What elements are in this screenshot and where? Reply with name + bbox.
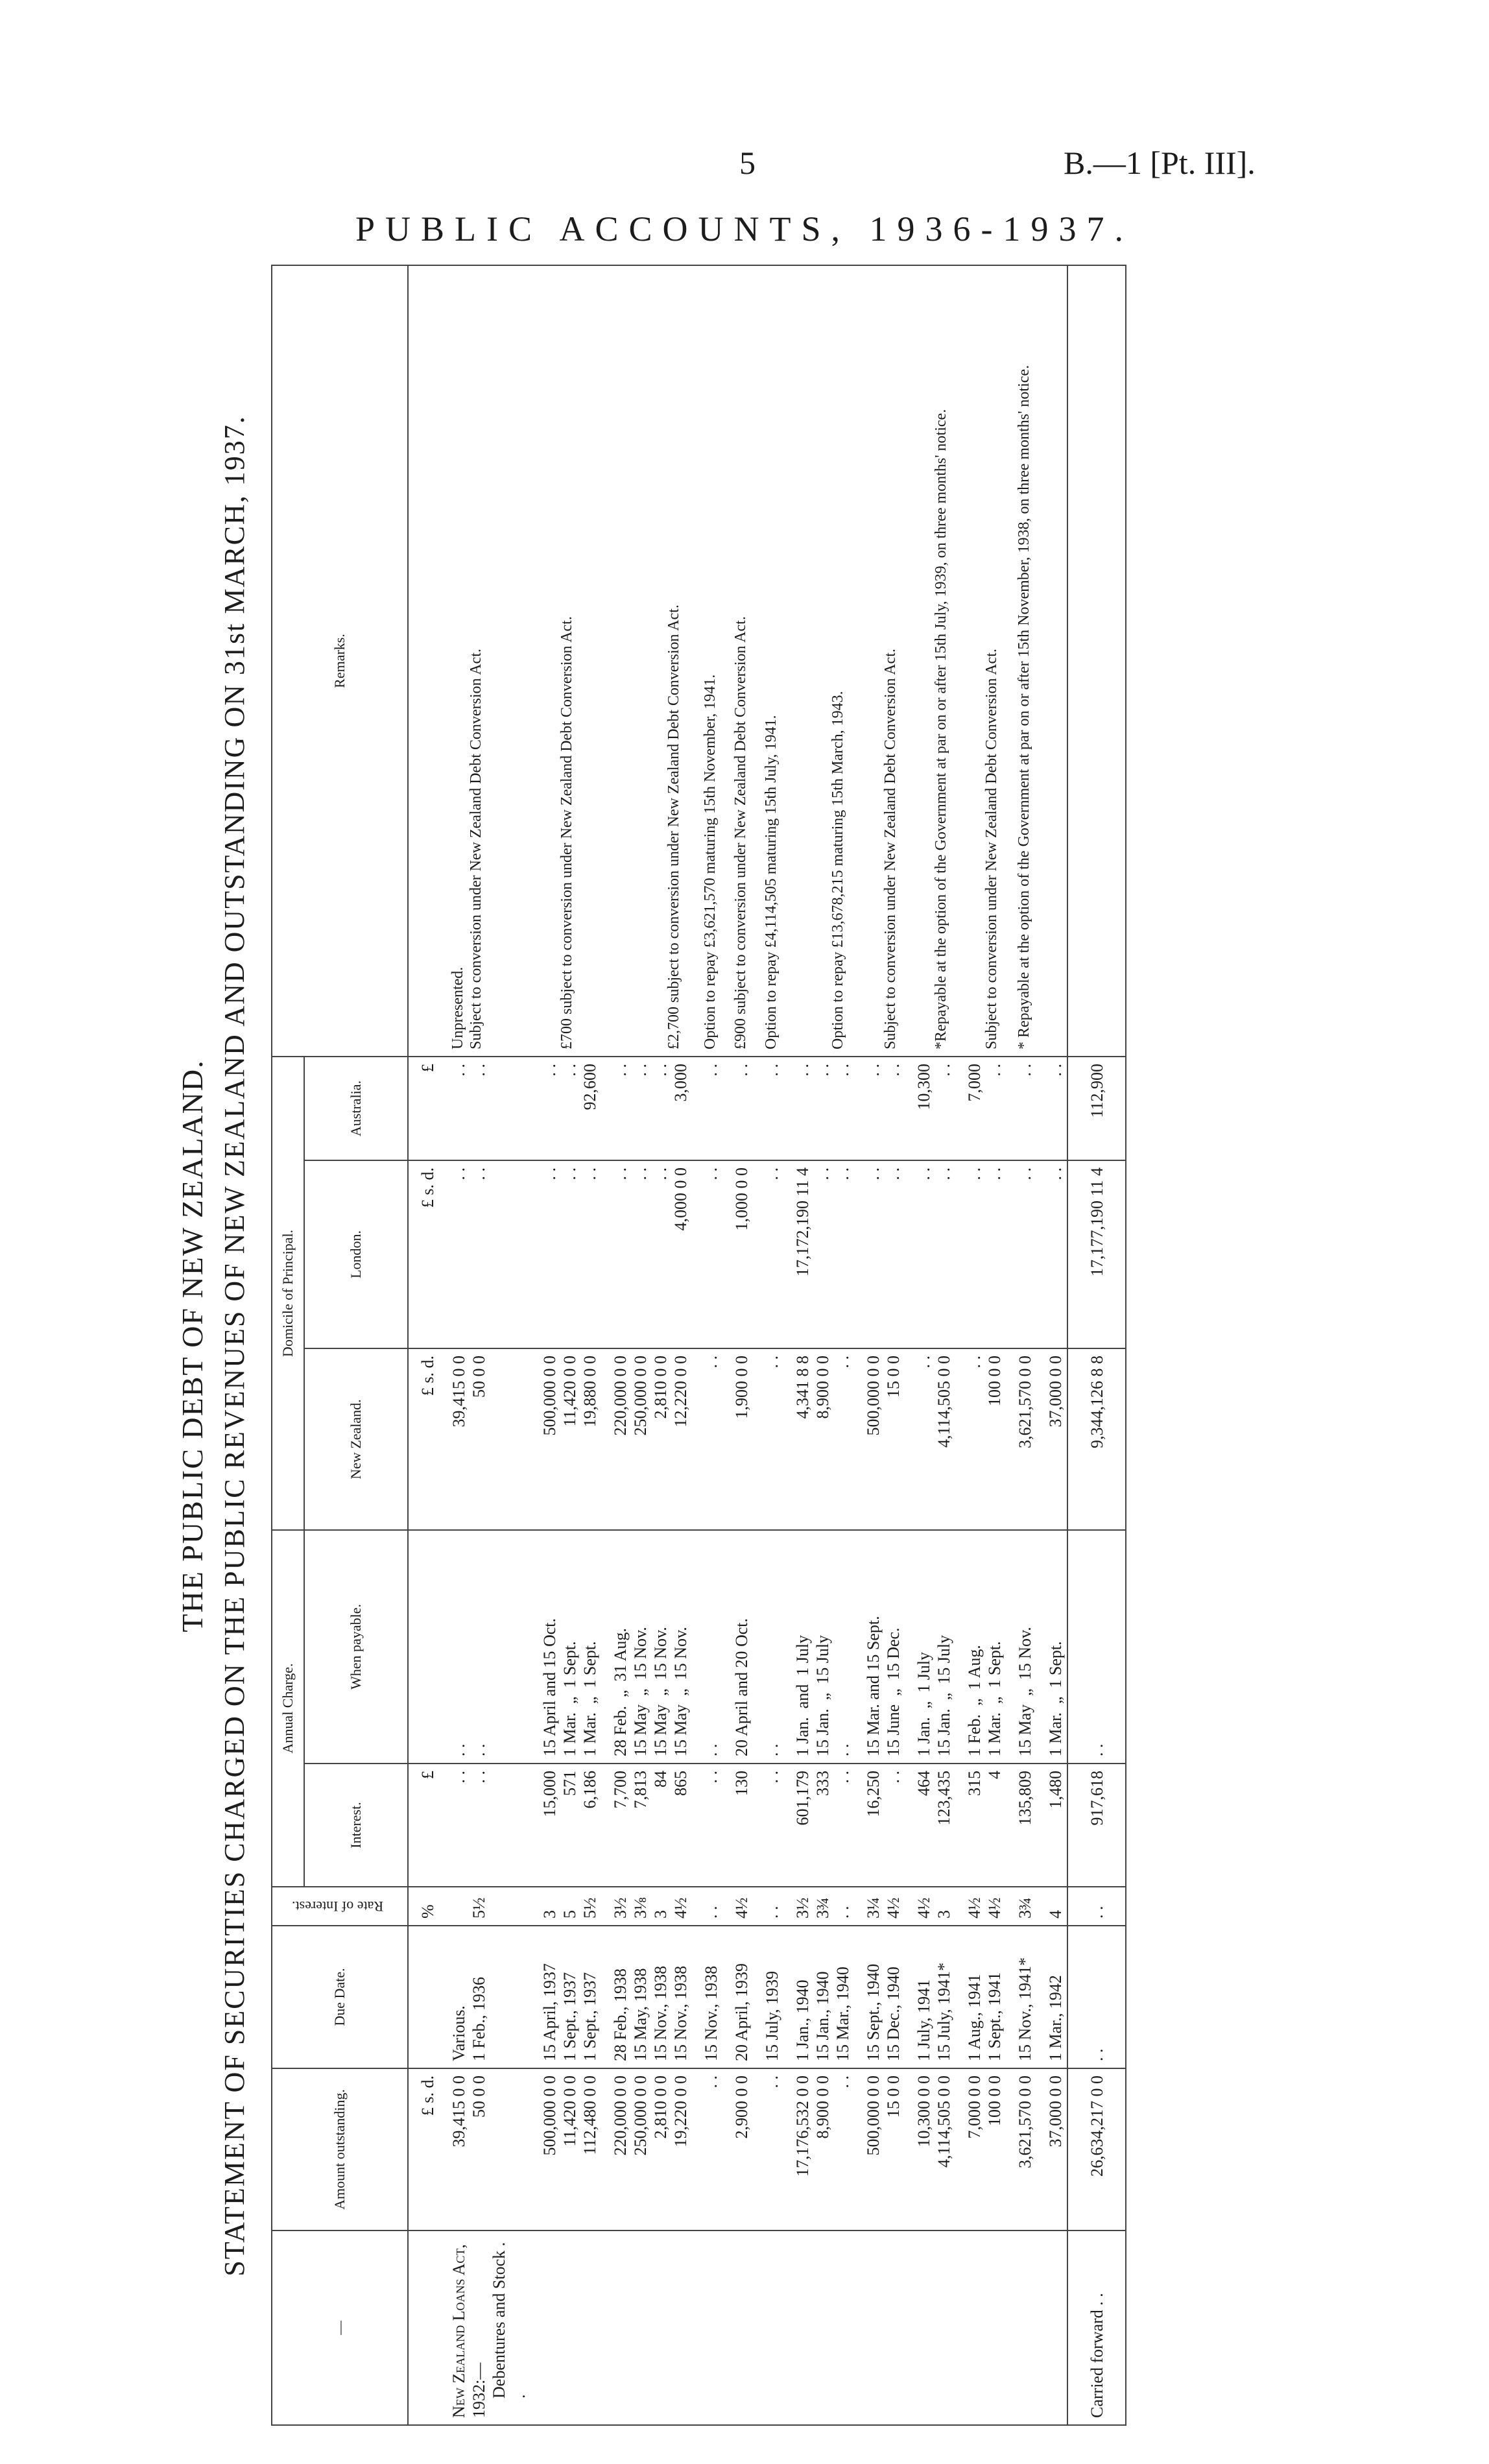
cell-london: . . [1006, 1160, 1036, 1348]
cell-amount: 7,000 0 0 100 0 0 [955, 2068, 1006, 2231]
cell-due: 15 Nov., 1941* [1006, 1926, 1036, 2068]
cell-australia: 7,000 . . [955, 1057, 1006, 1160]
cell-interest: 130 [722, 1764, 753, 1887]
row-description [753, 2231, 783, 2425]
units-cell-when [408, 1530, 440, 1764]
cell-amount: 220,000 0 0 250,000 0 0 2,810 0 0 19,220 0 0 [601, 2068, 692, 2231]
total-due: . . [1067, 1926, 1126, 2068]
row-description [1036, 2231, 1067, 2425]
cell-rate: 3¼ 4½ [854, 1887, 905, 1926]
total-amount: 26,634,217 0 0 [1067, 2068, 1126, 2231]
cell-australia: . . [722, 1057, 753, 1160]
cell-london: . . [753, 1160, 783, 1348]
cell-amount: 3,621,570 0 0 [1006, 2068, 1036, 2231]
cell-rate: 3 5 5½ [530, 1887, 601, 1926]
cell-amount: 500,000 0 0 11,420 0 0 112,480 0 0 [530, 2068, 601, 2231]
total-nz: 9,344,126 8 8 [1067, 1348, 1126, 1530]
cell-remarks: * Repayable at the option of the Government at par on or after 15th November, 1938, on three months' notice. [1006, 265, 1036, 1057]
cell-due: 15 Nov., 1938 [692, 1926, 722, 2068]
cell-interest: . . . . [440, 1764, 530, 1887]
cell-amount: 2,900 0 0 [722, 2068, 753, 2231]
cell-remarks: Subject to conversion under New Zealand Debt Conversion Act. [955, 265, 1006, 1057]
row-description [440, 2231, 530, 2425]
cell-when: 28 Feb. „ 31 Aug. 15 May „ 15 Nov. 15 May „ 15 Nov. 15 May „ 15 Nov. [601, 1530, 692, 1764]
units-cell-blank [408, 2231, 440, 2425]
cell-nz: . . [692, 1348, 722, 1530]
cell-london: 17,172,190 11 4 . . . . [783, 1160, 854, 1348]
cell-due: 20 April, 1939 [722, 1926, 753, 2068]
table-row [722, 265, 753, 2425]
cell-due: 15 Sept., 1940 15 Dec., 1940 [854, 1926, 905, 2068]
table-row [440, 265, 530, 2425]
doc-subtitle: STATEMENT OF SECURITIES CHARGED ON THE PUBLIC REVENUES OF NEW ZEALAND AND OUTSTANDING ON 31st MARCH, 1937. [219, 415, 250, 2277]
cell-australia: . . . . [440, 1057, 530, 1160]
cell-rate: . . [692, 1887, 722, 1926]
cell-nz: 220,000 0 0 250,000 0 0 2,810 0 0 12,220 0 0 [601, 1348, 692, 1530]
cell-due: 15 April, 1937 1 Sept., 1937 1 Sept., 1937 [530, 1926, 601, 2068]
cell-amount: 37,000 0 0 [1036, 2068, 1067, 2231]
cell-australia: . . . . . . 3,000 [601, 1057, 692, 1160]
cell-amount: 39,415 0 0 50 0 0 [440, 2068, 530, 2231]
col-head-when-payable: When payable. [304, 1530, 408, 1764]
cell-remarks: *Repayable at the option of the Government at par on or after 15th July, 1939, on three months' notice. [905, 265, 955, 1057]
cell-australia: 10,300 . . [905, 1057, 955, 1160]
row-description [601, 2231, 692, 2425]
row-description [1006, 2231, 1036, 2425]
cell-nz: 3,621,570 0 0 [1006, 1348, 1036, 1530]
cell-due: 1 Aug., 1941 1 Sept., 1941 [955, 1926, 1006, 2068]
cell-interest: 15,000 571 6,186 [530, 1764, 601, 1887]
cell-nz: 39,415 0 0 50 0 0 [440, 1348, 530, 1530]
table-row [1036, 265, 1067, 2425]
cell-interest: 1,480 [1036, 1764, 1067, 1887]
table-row [854, 265, 905, 2425]
cell-interest: . . [753, 1764, 783, 1887]
col-head-interest: Interest. [304, 1764, 408, 1887]
cell-rate: 4 [1036, 1887, 1067, 1926]
cell-amount: . . [692, 2068, 722, 2231]
table-row [905, 265, 955, 2425]
cell-remarks: Option to repay £3,621,570 maturing 15th November, 1941. [692, 265, 722, 1057]
row-description [783, 2231, 854, 2425]
cell-remarks: Unpresented. Subject to conversion under New Zealand Debt Conversion Act. [440, 265, 530, 1057]
units-cell-remarks [408, 265, 440, 1057]
row-description [955, 2231, 1006, 2425]
cell-rate: . . [753, 1887, 783, 1926]
col-head-annual-charge: Annual Charge. [272, 1530, 304, 1887]
cell-remarks: £900 subject to conversion under New Zealand Debt Conversion Act. [722, 265, 753, 1057]
cell-when: . . . . [440, 1530, 530, 1764]
cell-interest: 135,809 [1006, 1764, 1036, 1887]
table-row [601, 265, 692, 2425]
page-header: PUBLIC ACCOUNTS, 1936-1937. [355, 209, 1134, 248]
cell-australia: . . . . [854, 1057, 905, 1160]
cell-remarks: £2,700 subject to conversion under New Zealand Debt Conversion Act. [601, 265, 692, 1057]
col-head-rate-label: Rate of Interest. [292, 1898, 384, 1915]
unit-nz: £ s. d. [408, 1348, 440, 1530]
unit-amount: £ s. d. [408, 2068, 440, 2231]
rotated-statement [175, 266, 1349, 2426]
cell-rate: 4½ 4½ [955, 1887, 1006, 1926]
cell-rate: 3½ 3¾ . . [783, 1887, 854, 1926]
cell-london: . . [1036, 1160, 1067, 1348]
cell-interest: 7,700 7,813 84 865 [601, 1764, 692, 1887]
cell-interest: . . [692, 1764, 722, 1887]
table-row [692, 265, 722, 2425]
cell-australia: . . . . . . [783, 1057, 854, 1160]
cell-when: 15 April and 15 Oct. 1 Mar. „ 1 Sept. 1 Mar. „ 1 Sept. [530, 1530, 601, 1764]
row-description [692, 2231, 722, 2425]
cell-due: 1 Mar., 1942 [1036, 1926, 1067, 2068]
total-rate: . . [1067, 1887, 1126, 1926]
cell-interest: 315 4 [955, 1764, 1006, 1887]
cell-nz: . . 4,114,505 0 0 [905, 1348, 955, 1530]
cell-london: 1,000 0 0 [722, 1160, 753, 1348]
col-head-amount: Amount outstanding. [272, 2068, 408, 2231]
cell-rate: 5½ [440, 1887, 530, 1926]
cell-australia: . . [692, 1057, 722, 1160]
cell-london: . . . . [440, 1160, 530, 1348]
units-row [408, 265, 440, 2425]
row-description [530, 2231, 601, 2425]
cell-london: . . . . [905, 1160, 955, 1348]
item-label: Debentures and Stock . . [490, 2242, 529, 2398]
cell-rate: 4½ 3 [905, 1887, 955, 1926]
table-row [1006, 265, 1036, 2425]
unit-london: £ s. d. [408, 1160, 440, 1348]
row-description [905, 2231, 955, 2425]
cell-when: 1 Jan. „ 1 July 15 Jan. „ 15 July [905, 1530, 955, 1764]
cell-when: 15 Mar. and 15 Sept. 15 June „ 15 Dec. [854, 1530, 905, 1764]
cell-nz: . . [753, 1348, 783, 1530]
unit-interest: £ [408, 1764, 440, 1887]
total-australia: 112,900 [1067, 1057, 1126, 1160]
cell-london: . . . . . . [530, 1160, 601, 1348]
cell-when: . . [753, 1530, 783, 1764]
cell-when: 1 Mar. „ 1 Sept. [1036, 1530, 1067, 1764]
section-heading: New Zealand Loans Act, 1932:— [449, 2244, 488, 2418]
cell-nz: 500,000 0 0 11,420 0 0 19,880 0 0 [530, 1348, 601, 1530]
cell-amount: . . [753, 2068, 783, 2231]
cell-interest: 464 123,435 [905, 1764, 955, 1887]
cell-when: 15 May „ 15 Nov. [1006, 1530, 1036, 1764]
row-description [854, 2231, 905, 2425]
total-remarks [1067, 265, 1126, 1057]
cell-amount: 500,000 0 0 15 0 0 [854, 2068, 905, 2231]
col-head-due-date: Due Date. [272, 1926, 408, 2068]
total-row [1067, 265, 1126, 2425]
cell-due: 1 July, 1941 15 July, 1941* [905, 1926, 955, 2068]
cell-when: 20 April and 20 Oct. [722, 1530, 753, 1764]
cell-australia: . . [753, 1057, 783, 1160]
cell-due: Various. 1 Feb., 1936 [440, 1926, 530, 2068]
total-interest: 917,618 [1067, 1764, 1126, 1887]
cell-when: 1 Jan. and 1 July 15 Jan. „ 15 July . . [783, 1530, 854, 1764]
page-number: 5 [739, 145, 756, 181]
unit-australia: £ [408, 1057, 440, 1160]
col-head-domicile: Domicile of Principal. [272, 1057, 304, 1530]
total-london: 17,177,190 11 4 [1067, 1160, 1126, 1348]
col-head-remarks: Remarks. [272, 265, 408, 1057]
cell-nz: 1,900 0 0 [722, 1348, 753, 1530]
cell-australia: . . . . 92,600 [530, 1057, 601, 1160]
cell-remarks: Option to repay £4,114,505 maturing 15th July, 1941. [753, 265, 783, 1057]
total-label: Carried forward . . [1067, 2231, 1126, 2425]
table-row [783, 265, 854, 2425]
cell-london: . . . . . . 4,000 0 0 [601, 1160, 692, 1348]
cell-when: . . [692, 1530, 722, 1764]
cell-london: . . . . [955, 1160, 1006, 1348]
units-cell-due [408, 1926, 440, 2068]
col-head-new-zealand: New Zealand. [304, 1348, 408, 1530]
cell-interest: 601,179 333 . . [783, 1764, 854, 1887]
cell-nz: 4,341 8 8 8,900 0 0 . . [783, 1348, 854, 1530]
cell-rate: 3½ 3⅛ 3 4½ [601, 1887, 692, 1926]
cell-remarks [1036, 265, 1067, 1057]
col-head-australia: Australia. [304, 1057, 408, 1160]
cell-due: 28 Feb., 1938 15 May, 1938 15 Nov., 1938 15 Nov., 1938 [601, 1926, 692, 2068]
cell-due: 15 July, 1939 [753, 1926, 783, 2068]
securities-table [271, 265, 1126, 2426]
cell-amount: 10,300 0 0 4,114,505 0 0 [905, 2068, 955, 2231]
col-head-blank: — [272, 2231, 408, 2425]
col-head-london: London. [304, 1160, 408, 1348]
cell-remarks: Option to repay £13,678,215 maturing 15th March, 1943. [783, 265, 854, 1057]
cell-australia: . . [1006, 1057, 1036, 1160]
cell-rate: 4½ [722, 1887, 753, 1926]
row-description [722, 2231, 753, 2425]
table-row [955, 265, 1006, 2425]
cell-nz: 37,000 0 0 [1036, 1348, 1067, 1530]
cell-remarks: Subject to conversion under New Zealand Debt Conversion Act. [854, 265, 905, 1057]
cell-amount: 17,176,532 0 0 8,900 0 0 . . [783, 2068, 854, 2231]
cell-nz: 500,000 0 0 15 0 0 [854, 1348, 905, 1530]
cell-due: 1 Jan., 1940 15 Jan., 1940 15 Mar., 1940 [783, 1926, 854, 2068]
cell-london: . . [692, 1160, 722, 1348]
cell-rate: 3¾ [1006, 1887, 1036, 1926]
cell-australia: . . [1036, 1057, 1067, 1160]
cell-london: . . . . [854, 1160, 905, 1348]
unit-rate: % [408, 1887, 440, 1926]
doc-title: THE PUBLIC DEBT OF NEW ZEALAND. [176, 1059, 209, 1633]
cell-remarks: £700 subject to conversion under New Zealand Debt Conversion Act. [530, 265, 601, 1057]
col-head-rate [272, 1887, 408, 1926]
cell-when: 1 Feb. „ 1 Aug. 1 Mar. „ 1 Sept. [955, 1530, 1006, 1764]
table-row [753, 265, 783, 2425]
document-reference: B.—1 [Pt. III]. [1064, 145, 1256, 181]
cell-nz: . . 100 0 0 [955, 1348, 1006, 1530]
table-row [530, 265, 601, 2425]
cell-interest: 16,250 . . [854, 1764, 905, 1887]
total-when: . . [1067, 1530, 1126, 1764]
